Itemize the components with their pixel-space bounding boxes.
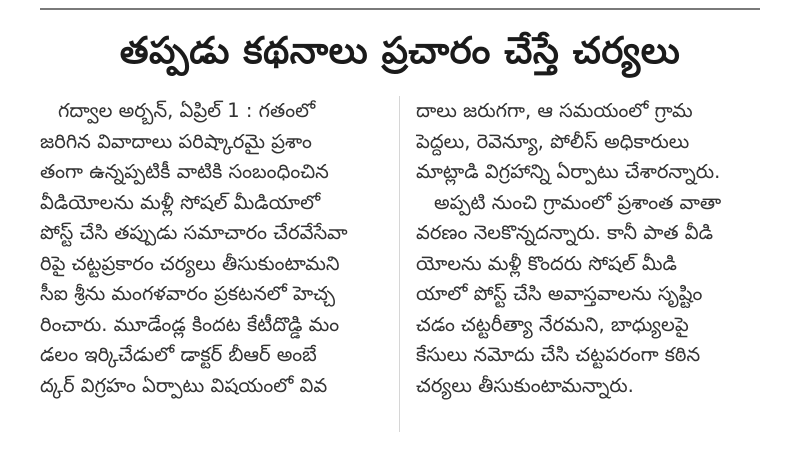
text-line: రిపై చట్టప్రకారం చర్యలు తీసుకుంటామని	[40, 251, 340, 275]
text-line: యోలను మళ్లీ కొందరు సోషల్ మీడి	[416, 251, 677, 275]
text-line: దాలు జరుగగా, ఆ సమయంలో గ్రామ	[416, 99, 693, 122]
text-line: పెద్దలు, రెవెన్యూ, పోలీస్ అధికారులు	[416, 129, 690, 153]
text-line: జరిగిన వివాదాలు పరిష్కారమై ప్రశాం	[40, 129, 312, 153]
text-line: ద్కర్ విగ్రహం ఏర్పాటు విషయంలో వివ	[40, 373, 328, 397]
text-line: అప్పటి నుంచి గ్రామంలో ప్రశాంత వాతా	[434, 190, 722, 214]
top-rule	[40, 8, 760, 10]
text-line: మాట్లాడి విగ్రహాన్ని ఏర్పాటు చేశారన్నారు.	[416, 160, 721, 183]
text-line: గద్వాల అర్బన్, ఏప్రిల్ 1 : గతంలో	[58, 99, 316, 122]
text-line: సీఐ శ్రీను మంగళవారం ప్రకటనలో హెచ్చ	[40, 282, 336, 305]
article-column-left	[40, 96, 380, 401]
column-divider	[399, 96, 400, 432]
text-line: రించారు. మూడేండ్ల కిందట కేటీదొడ్డి మం	[40, 312, 340, 336]
text-line: చడం చట్టరీత్యా నేరమని, బాధ్యులపై	[416, 312, 689, 336]
text-line: తంగా ఉన్నప్పటికీ వాటికి సంబంధించిన	[40, 160, 329, 183]
text-line: చర్యలు తీసుకుంటామన్నారు.	[416, 373, 634, 397]
article-column-right	[416, 96, 756, 401]
text-line: వరణం నెలకొన్నదన్నారు. కానీ పాత వీడి	[416, 221, 714, 244]
text-line: పోస్ట్ చేసి తప్పుడు సమాచారం చేరవేసేవా	[40, 221, 348, 244]
text-line: కేసులు నమోదు చేసి చట్టపరంగా కఠిన	[416, 343, 701, 366]
text-line: యాలో పోస్ట్ చేసి అవాస్తవాలను సృష్టిం	[416, 282, 703, 305]
text-line: డలం ఇర్కిచేడులో డాక్టర్ బీఆర్ అంబే	[40, 343, 317, 366]
text-line: వీడియోలను మళ్లీ సోషల్ మీడియాలో	[40, 190, 321, 214]
headline: తప్పడు కథనాలు ప్రచారం చేస్తే చర్యలు	[119, 29, 681, 72]
